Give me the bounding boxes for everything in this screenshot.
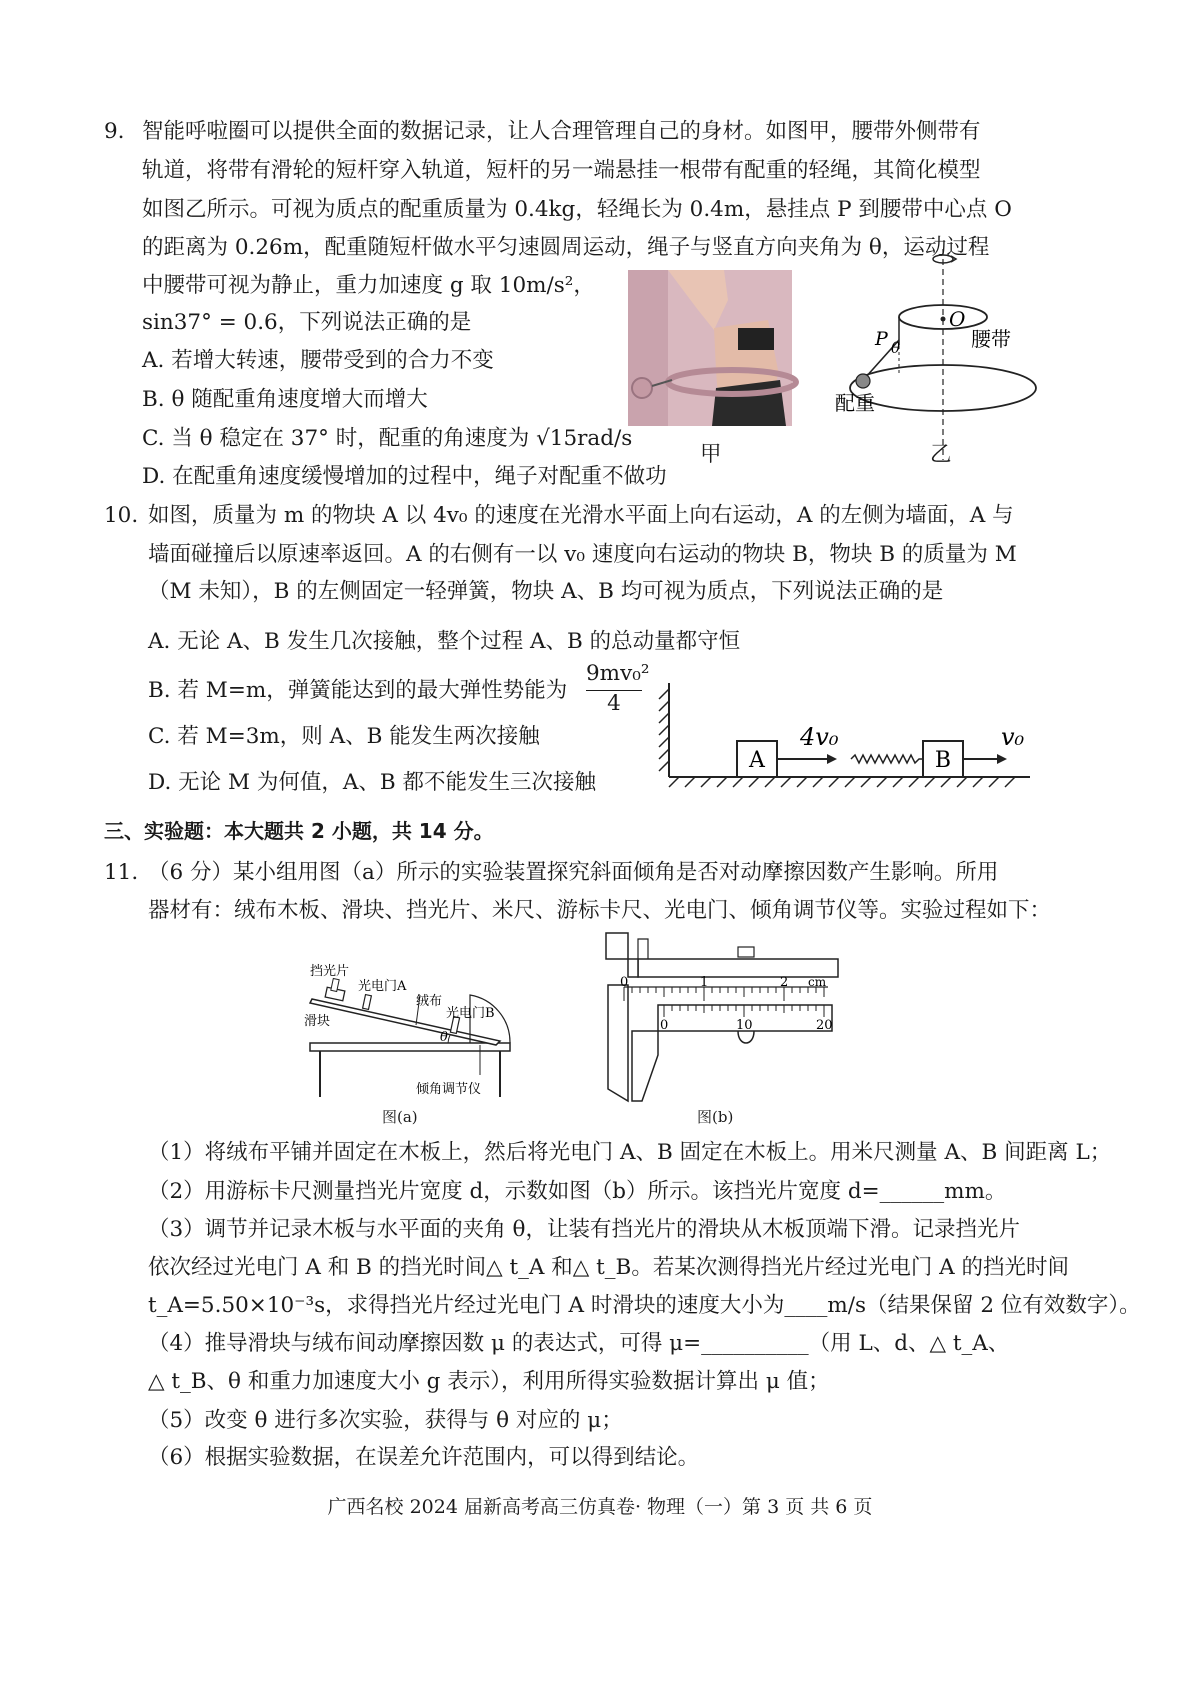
figure-jia-caption: 甲 [700,442,722,467]
label-gate-a: 光电门A [358,979,407,994]
section-3-heading: 三、实验题：本大题共 2 小题，共 14 分。 [104,819,494,843]
q11-step-3a: （3）调节并记录木板与水平面的夹角 θ，让装有挡光片的滑块从木板顶端下滑。记录挡光片 [148,1217,1020,1242]
label-gate-b: 光电门B [446,1006,495,1021]
main-tick-2: 2 [780,975,789,990]
velocity-a-label: 4v₀ [800,723,839,751]
q11-number: 11. [104,860,139,885]
q10-line-1: 如图，质量为 m 的物块 A 以 4v₀ 的速度在光滑水平面上向右运动，A 的左侧为墙面，A 与 [148,503,1014,528]
q9-option-d: D. 在配重角速度缓慢增加的过程中，绳子对配重不做功 [142,464,667,489]
q11-step-6: （6）根据实验数据，在误差允许范围内，可以得到结论。 [148,1445,700,1470]
label-theta-a: θ [440,1030,448,1045]
q10-number: 10. [104,503,139,528]
label-o: O [949,307,966,331]
q10-option-d: D. 无论 M 为何值，A、B 都不能发生三次接触 [148,770,596,795]
q10-option-c: C. 若 M=3m，则 A、B 能发生两次接触 [148,724,540,749]
main-tick-unit: cm [808,975,827,989]
q10-option-a: A. 无论 A、B 发生几次接触，整个过程 A、B 的总动量都守恒 [148,629,741,654]
vernier-tick-20: 20 [816,1018,833,1033]
figure-b-caliper [598,925,848,1125]
label-device: 倾角调节仪 [416,1082,482,1097]
q10-fraction-denominator: 4 [607,691,621,716]
page-footer: 广西名校 2024 届新高考高三仿真卷· 物理（一）第 3 页 共 6 页 [327,1496,873,1518]
block-a-label: A [749,748,765,773]
q10-line-3: （M 未知），B 的左侧固定一轻弹簧，物块 A、B 均可视为质点，下列说法正确的是 [148,579,944,604]
q10-figure [655,675,1035,795]
label-belt: 腰带 [971,327,1011,351]
q10-option-b: B. 若 M=m，弹簧能达到的最大弹性势能为 [148,678,568,703]
figure-jia-photo [628,270,792,426]
q10-line-2: 墙面碰撞后以原速率返回。A 的右侧有一以 v₀ 速度向右运动的物块 B，物块 B 的质量为 M [148,542,1017,567]
label-shield: 挡光片 [310,964,350,979]
figure-a-caption: 图(a) [382,1108,418,1126]
label-theta-yi: θ [891,339,901,357]
q9-line-6: sin37° = 0.6，下列说法正确的是 [142,310,472,335]
velocity-b-label: v₀ [1001,723,1025,751]
q11-line-1: （6 分）某小组用图（a）所示的实验装置探究斜面倾角是否对动摩擦因数产生影响。所用 [148,860,999,885]
label-p: P [875,328,888,350]
q9-line-5: 中腰带可视为静止，重力加速度 g 取 10m/s²， [142,273,595,298]
q11-step-5: （5）改变 θ 进行多次实验，获得与 θ 对应的 μ； [148,1408,623,1433]
block-b-label: B [934,748,952,773]
label-weight: 配重 [835,391,875,415]
q11-step-3b: 依次经过光电门 A 和 B 的挡光时间△ t_A 和△ t_B。若某次测得挡光片经过光电门 A 的挡光时间 [148,1255,1070,1280]
q11-step-4a: （4）推导滑块与绒布间动摩擦因数 μ 的表达式，可得 μ=__________（用 L、d、△ t_A、 [148,1331,1010,1356]
vernier-tick-0: 0 [660,1018,669,1033]
q9-line-2: 轨道，将带有滑轮的短杆穿入轨道，短杆的另一端悬挂一根带有配重的轻绳，其简化模型 [142,158,981,183]
vernier-tick-10: 10 [736,1018,753,1033]
q9-option-b: B. θ 随配重角速度增大而增大 [142,387,428,412]
q11-line-2: 器材有：绒布木板、滑块、挡光片、米尺、游标卡尺、光电门、倾角调节仪等。实验过程如下： [148,898,1052,923]
label-slider: 滑块 [304,1014,331,1029]
q11-step-3c: t_A=5.50×10⁻³s，求得挡光片经过光电门 A 时滑块的速度大小为____m/s（结果保留 2 位有效数字）。 [148,1293,1141,1318]
q10-fraction-numerator: 9mv₀² [586,661,650,686]
main-tick-0: 0 [620,975,629,990]
figure-b-caption: 图(b) [697,1108,734,1126]
q11-step-4b: △ t_B、θ 和重力加速度大小 g 表示），利用所得实验数据计算出 μ 值； [148,1369,830,1394]
figure-yi-caption: 乙 [930,442,952,467]
q9-number: 9. [104,119,125,144]
label-cloth: 绒布 [416,994,443,1009]
q11-step-1: （1）将绒布平铺并固定在木板上，然后将光电门 A、B 固定在木板上。用米尺测量 A、B 间距离 L； [148,1140,1112,1165]
main-tick-1: 1 [700,975,709,990]
q9-line-1: 智能呼啦圈可以提供全面的数据记录，让人合理管理自己的身材。如图甲，腰带外侧带有 [142,119,981,144]
q9-line-3: 如图乙所示。可视为质点的配重质量为 0.4kg，轻绳长为 0.4m，悬挂点 P 到腰带中心点 O [142,197,1012,222]
q9-line-4: 的距离为 0.26m，配重随短杆做水平匀速圆周运动，绳子与竖直方向夹角为 θ，运动过程 [142,235,990,260]
q11-step-2: （2）用游标卡尺测量挡光片宽度 d，示数如图（b）所示。该挡光片宽度 d=______mm。 [148,1179,1007,1204]
q9-option-c: C. 当 θ 稳定在 37° 时，配重的角速度为 √15rad/s [142,426,633,451]
q9-option-a: A. 若增大转速，腰带受到的合力不变 [142,348,494,373]
